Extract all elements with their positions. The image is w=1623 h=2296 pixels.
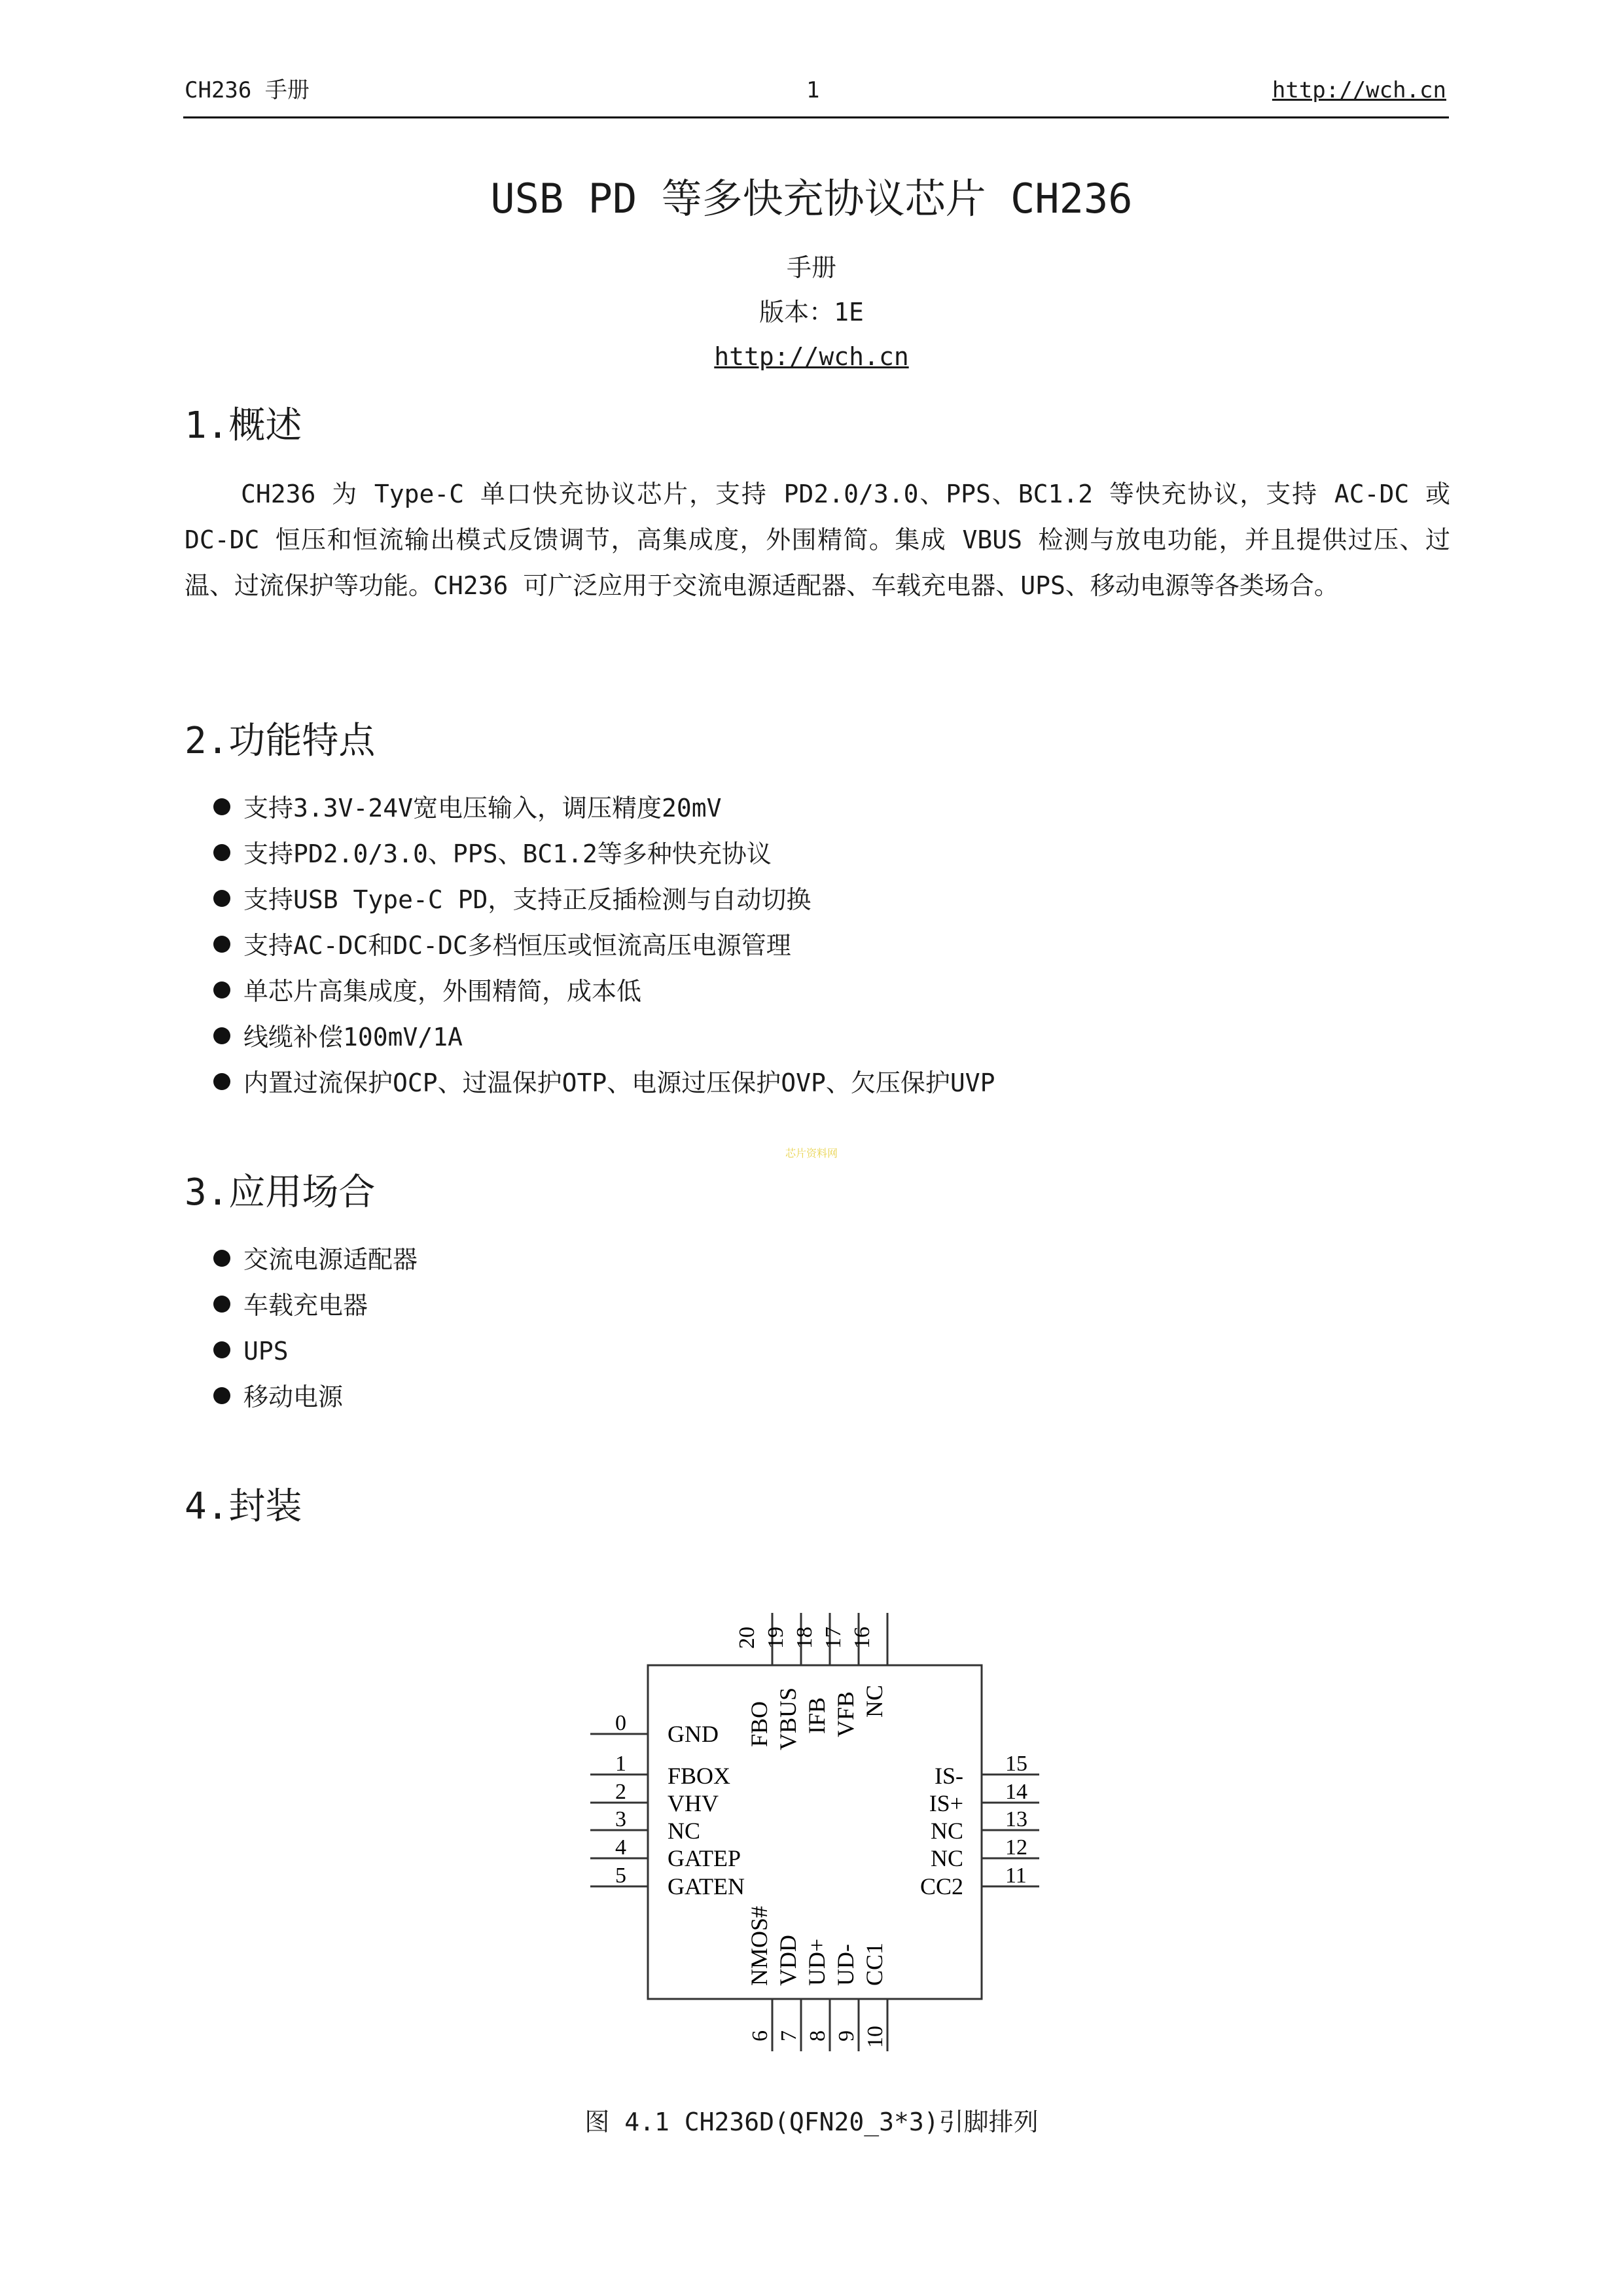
pin-bottom-7 bbox=[775, 1935, 801, 2051]
list-item: 内置过流保护OCP、过温保护OTP、电源过压保护OVP、欠压保护UVP bbox=[209, 1060, 995, 1106]
svg-text:19: 19 bbox=[764, 1627, 788, 1649]
svg-text:8: 8 bbox=[806, 2030, 830, 2041]
list-item: 交流电源适配器 bbox=[209, 1237, 418, 1282]
svg-text:7: 7 bbox=[777, 2030, 801, 2041]
header-doc-name: CH236 手册 bbox=[185, 77, 310, 103]
pin-bottom-10 bbox=[861, 1943, 887, 2051]
top-pins bbox=[735, 1613, 887, 1750]
svg-text:17: 17 bbox=[821, 1627, 846, 1649]
pin-left-4 bbox=[590, 1835, 741, 1871]
svg-text:GND: GND bbox=[668, 1721, 719, 1747]
right-pins bbox=[920, 1752, 1039, 1899]
header-url-link[interactable]: http://wch.cn bbox=[1272, 77, 1446, 103]
figure-caption: 图 4.1 CH236D(QFN20_3*3)引脚排列 bbox=[584, 2108, 1039, 2136]
svg-text:GATEP: GATEP bbox=[668, 1845, 741, 1871]
svg-text:13: 13 bbox=[1005, 1807, 1027, 1831]
watermark-text: 芯片资料网 bbox=[785, 1147, 838, 1159]
pin-bottom-8 bbox=[804, 1939, 830, 2051]
document-title: USB PD 等多快充协议芯片 CH236 bbox=[490, 175, 1133, 222]
pin-bottom-9 bbox=[832, 1944, 859, 2051]
svg-text:UD+: UD+ bbox=[804, 1938, 830, 1986]
list-item: 支持AC-DC和DC-DC多档恒压或恒流高压电源管理 bbox=[209, 923, 995, 968]
svg-text:VBUS: VBUS bbox=[775, 1687, 801, 1750]
svg-text:18: 18 bbox=[793, 1627, 817, 1649]
title-url-text[interactable]: http://wch.cn bbox=[714, 342, 909, 371]
pin-bottom-6 bbox=[746, 1906, 772, 2051]
list-item: 支持USB Type-C PD，支持正反插检测与自动切换 bbox=[209, 877, 995, 923]
svg-text:NMOS#: NMOS# bbox=[746, 1905, 772, 1986]
svg-text:20: 20 bbox=[735, 1627, 759, 1649]
svg-text:FBO: FBO bbox=[746, 1701, 772, 1747]
svg-text:CC1: CC1 bbox=[861, 1942, 887, 1986]
svg-text:NC: NC bbox=[930, 1845, 963, 1871]
svg-text:5: 5 bbox=[615, 1863, 626, 1888]
list-item: 支持3.3V-24V宽电压输入，调压精度20mV bbox=[209, 785, 995, 831]
section-heading-overview: 1.概述 bbox=[185, 404, 302, 447]
section-heading-features: 2.功能特点 bbox=[185, 720, 376, 762]
svg-text:2: 2 bbox=[615, 1780, 626, 1804]
document-version: 版本：1E bbox=[759, 298, 864, 327]
list-item: 移动电源 bbox=[209, 1374, 418, 1420]
svg-text:IS-: IS- bbox=[935, 1763, 963, 1789]
svg-text:CC2: CC2 bbox=[919, 1873, 963, 1899]
svg-text:9: 9 bbox=[834, 2030, 859, 2041]
list-item: 线缆补偿100mV/1A bbox=[209, 1014, 995, 1060]
list-item: 支持PD2.0/3.0、PPS、BC1.2等多种快充协议 bbox=[209, 831, 995, 877]
overview-text: CH236 为 Type-C 单口快充协议芯片，支持 PD2.0/3.0、PPS、BC1.2 等快充协议，支持 AC-DC 或 DC-DC 恒压和恒流输出模式反馈调节，高集成度，外围精简。集成 VBUS 检测与放电功能，并且提供过压、过温、过流保护等功能。CH236 可广泛应用于交流电源适配器、车载充电器、UPS、移动电源等各类场合。 bbox=[185, 480, 1450, 600]
pin-left-1 bbox=[590, 1752, 730, 1789]
bottom-pins bbox=[746, 1906, 887, 2051]
svg-text:11: 11 bbox=[1005, 1863, 1027, 1888]
svg-text:NC: NC bbox=[861, 1684, 887, 1718]
svg-text:1: 1 bbox=[615, 1752, 626, 1776]
svg-text:IFB: IFB bbox=[804, 1697, 830, 1734]
svg-text:4: 4 bbox=[615, 1835, 626, 1860]
svg-text:VFB: VFB bbox=[832, 1691, 859, 1737]
svg-text:6: 6 bbox=[748, 2030, 772, 2041]
list-item: 单芯片高集成度，外围精简，成本低 bbox=[209, 968, 995, 1014]
list-item: UPS bbox=[209, 1328, 418, 1374]
svg-text:0: 0 bbox=[615, 1711, 626, 1735]
header-page-number: 1 bbox=[806, 77, 820, 103]
svg-text:16: 16 bbox=[850, 1627, 874, 1649]
svg-text:NC: NC bbox=[930, 1818, 963, 1844]
svg-text:12: 12 bbox=[1005, 1835, 1027, 1860]
document-type: 手册 bbox=[786, 253, 836, 282]
svg-text:IS+: IS+ bbox=[929, 1790, 963, 1816]
svg-text:VDD: VDD bbox=[775, 1935, 801, 1986]
svg-text:3: 3 bbox=[615, 1807, 626, 1831]
svg-text:GATEN: GATEN bbox=[668, 1873, 745, 1899]
section-heading-applications: 3.应用场合 bbox=[185, 1171, 376, 1214]
svg-text:14: 14 bbox=[1005, 1780, 1027, 1804]
left-pins bbox=[590, 1711, 745, 1899]
svg-text:FBOX: FBOX bbox=[668, 1763, 731, 1789]
svg-text:10: 10 bbox=[863, 2026, 887, 2048]
list-item: 车载充电器 bbox=[209, 1282, 418, 1328]
svg-text:VHV: VHV bbox=[668, 1790, 719, 1816]
svg-text:NC: NC bbox=[668, 1818, 701, 1844]
svg-text:15: 15 bbox=[1005, 1752, 1027, 1776]
section-heading-package: 4.封装 bbox=[185, 1485, 302, 1528]
pin-left-0 bbox=[590, 1711, 719, 1747]
svg-text:UD-: UD- bbox=[832, 1944, 859, 1986]
